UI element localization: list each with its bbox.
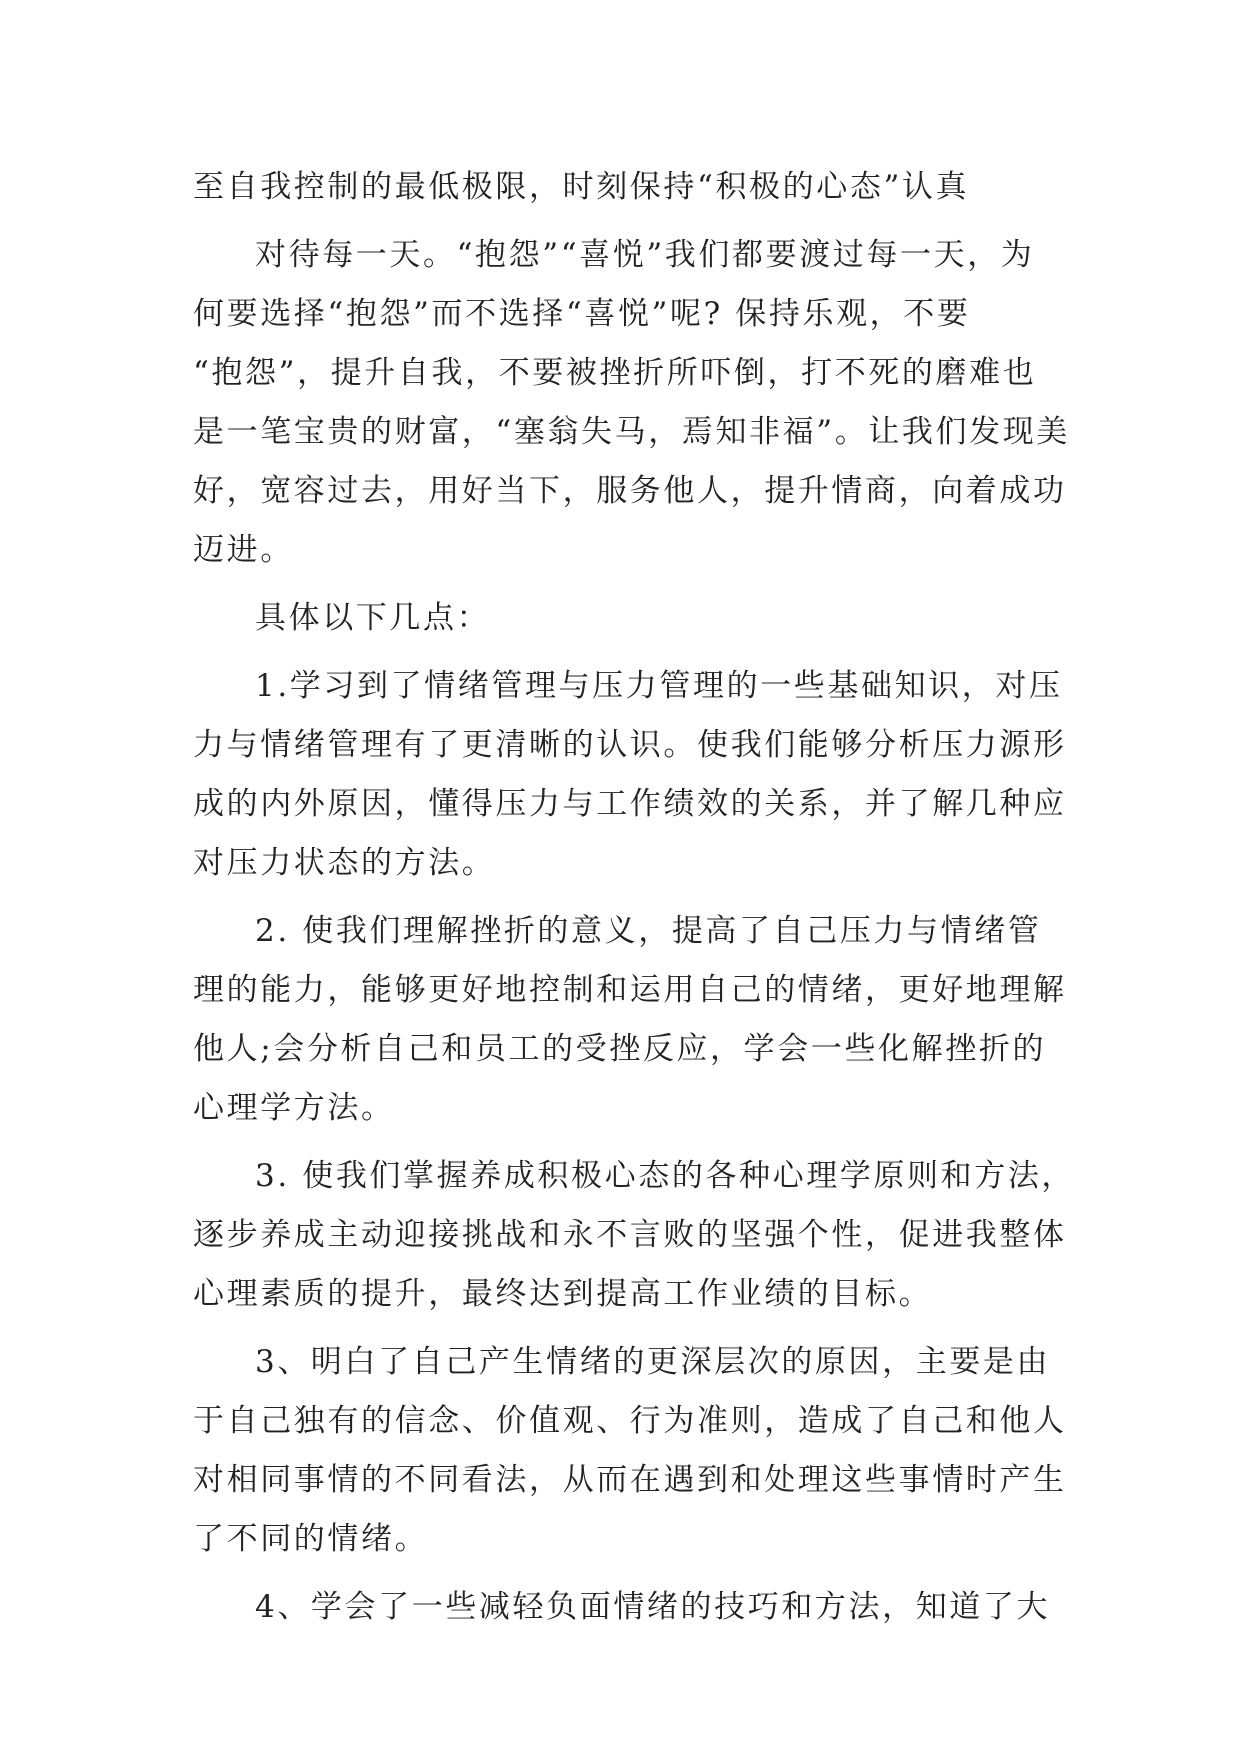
text-line: 是一笔宝贵的财富，“塞翁失马，焉知非福”。让我们发现美 bbox=[193, 414, 1070, 450]
text-line: 何要选择“抱怨”而不选择“喜悦”呢? 保持乐观，不要 bbox=[193, 296, 971, 332]
text-line: 了不同的情绪。 bbox=[193, 1521, 429, 1557]
text-line: 3. 使我们掌握养成积极心态的各种心理学原则和方法， bbox=[255, 1158, 1076, 1194]
text-line: 具体以下几点： bbox=[255, 600, 491, 636]
text-line: 对压力状态的方法。 bbox=[193, 845, 496, 881]
text-line: 至自我控制的最低极限，时刻保持“积极的心态”认真 bbox=[193, 169, 970, 205]
text-line: “抱怨”，提升自我，不要被挫折所吓倒，打不死的磨难也 bbox=[193, 355, 1037, 391]
text-line: 理的能力，能够更好地控制和运用自己的情绪，更好地理解 bbox=[193, 972, 1067, 1008]
text-line: 迈进。 bbox=[193, 532, 294, 568]
text-line: 对待每一天。“抱怨”“喜悦”我们都要渡过每一天，为 bbox=[255, 237, 1035, 273]
text-line: 他人;会分析自己和员工的受挫反应，学会一些化解挫折的 bbox=[193, 1031, 1047, 1067]
text-line: 于自己独有的信念、价值观、行为准则，造成了自己和他人 bbox=[193, 1403, 1067, 1439]
text-line: 2. 使我们理解挫折的意义，提高了自己压力与情绪管 bbox=[255, 913, 1042, 949]
text-line: 心理素质的提升，最终达到提高工作业绩的目标。 bbox=[193, 1276, 933, 1312]
text-line: 力与情绪管理有了更清晰的认识。使我们能够分析压力源形 bbox=[193, 727, 1067, 763]
text-line: 成的内外原因，懂得压力与工作绩效的关系，并了解几种应 bbox=[193, 786, 1067, 822]
text-line: 3、明白了自己产生情绪的更深层次的原因，主要是由 bbox=[255, 1344, 1051, 1380]
text-line: 4、学会了一些减轻负面情绪的技巧和方法，知道了大 bbox=[255, 1589, 1051, 1625]
text-line: 好，宽容过去，用好当下，服务他人，提升情商，向着成功 bbox=[193, 473, 1067, 509]
body-text bbox=[193, 158, 1076, 1637]
text-line: 逐步养成主动迎接挑战和永不言败的坚强个性，促进我整体 bbox=[193, 1217, 1067, 1253]
text-line: 心理学方法。 bbox=[193, 1090, 395, 1126]
text-line: 1.学习到了情绪管理与压力管理的一些基础知识，对压 bbox=[255, 668, 1063, 704]
text-line: 对相同事情的不同看法，从而在遇到和处理这些事情时产生 bbox=[193, 1462, 1067, 1498]
